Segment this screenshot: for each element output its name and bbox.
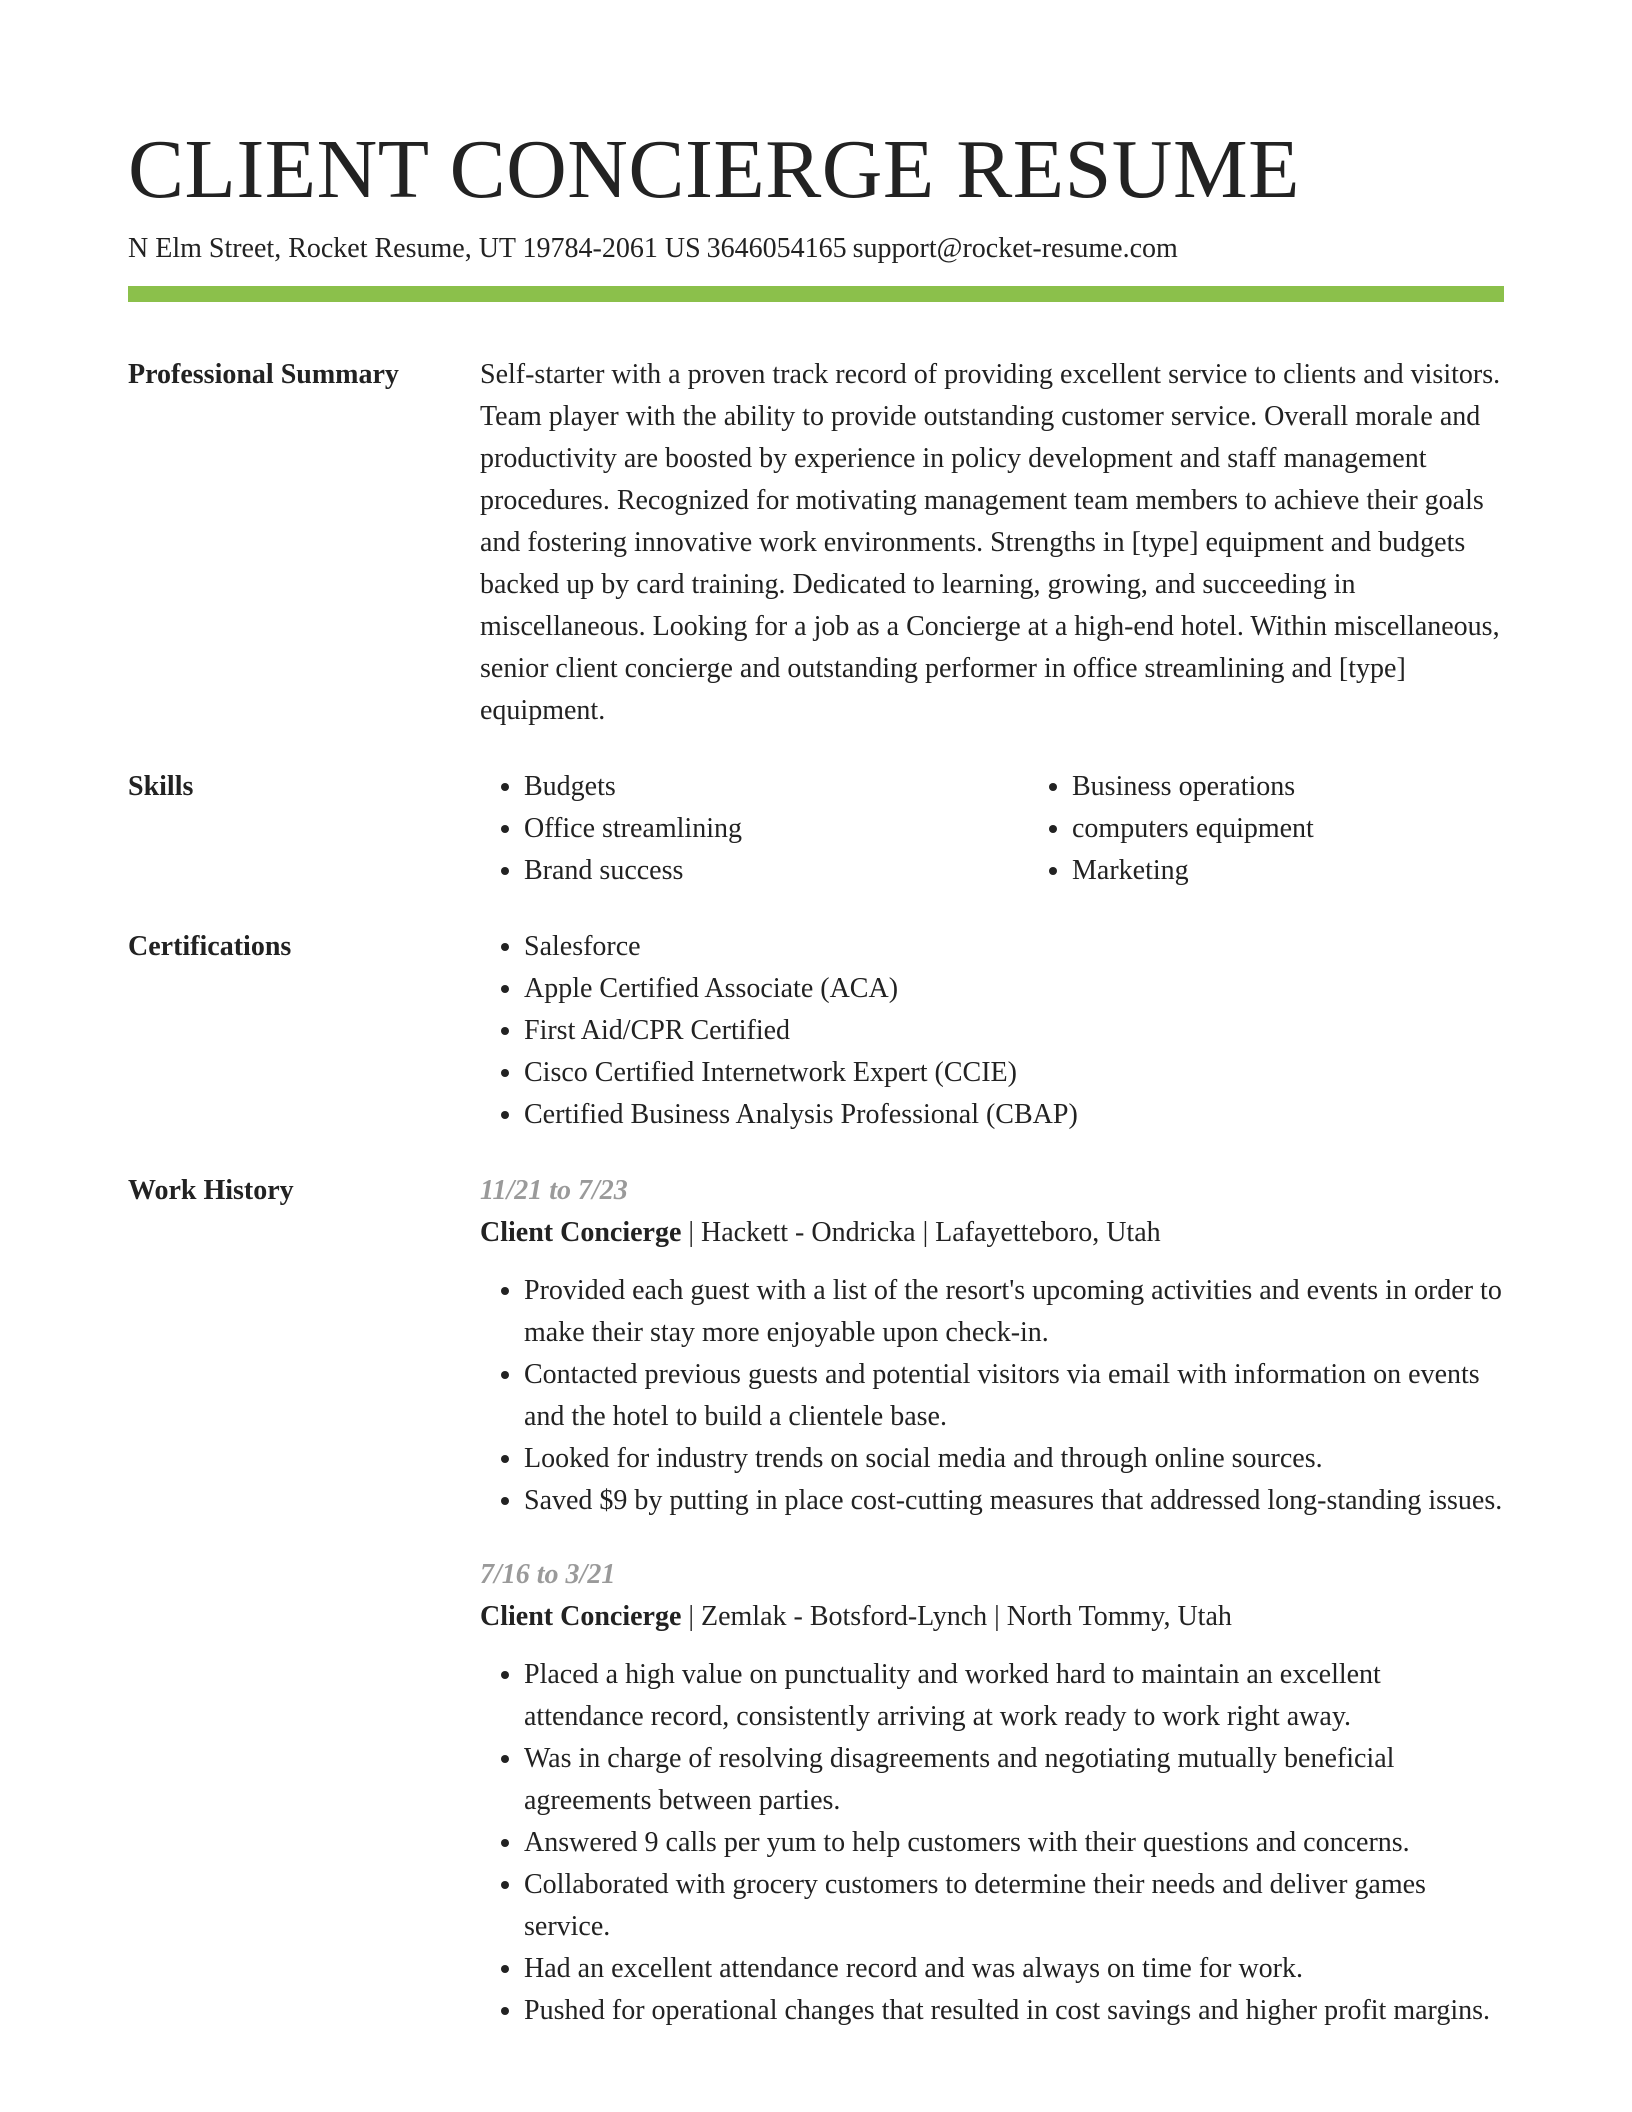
contact-email[interactable]: support@rocket-resume.com <box>852 233 1178 264</box>
summary-text: Self-starter with a proven track record of providing excellent service to clients and visitors. Team player with the ability to provide outstanding customer service. Overall morale and productivity are boosted by experience in policy development and staff management procedures. Recognized for motivating management team members to achieve their goals and fostering innovative work environments. Strengths in [type] equipment and budgets backed up by card training. Dedicated to learning, growing, and succeeding in miscellaneous. Looking for a job as a Concierge at a high-end hotel. Within miscellaneous, senior client concierge and outstanding performer in office streamlining and [type] equipment. <box>480 359 1501 726</box>
skill-item: • Marketing <box>1072 850 1576 892</box>
section-title: Skills <box>128 771 194 802</box>
job-dates: 7/16 to 3/21 <box>480 1559 616 1590</box>
job-bullet: • Answered 9 calls per yum to help customers with their questions and concerns. <box>524 1822 1504 1864</box>
skill-item: • Brand success <box>524 850 1028 892</box>
skill-item: • computers equipment <box>1072 808 1576 850</box>
job-entry <box>480 1170 1504 1522</box>
certification-item: • Certified Business Analysis Professional (CBAP) <box>524 1094 1504 1136</box>
job-heading <box>480 1212 1504 1254</box>
job-bullet: • Looked for industry trends on social media and through online sources. <box>524 1438 1504 1480</box>
certification-item: • Cisco Certified Internetwork Expert (CCIE) <box>524 1052 1504 1094</box>
job-bullet: • Saved $9 by putting in place cost-cutting measures that addressed long-standing issues. <box>524 1480 1504 1522</box>
contact-address: N Elm Street, Rocket Resume, UT 19784-2061 US <box>128 233 701 264</box>
skill-item: • Budgets <box>524 766 1028 808</box>
job-bullet: • Was in charge of resolving disagreements and negotiating mutually beneficial agreements between parties. <box>524 1738 1504 1822</box>
resume-title: CLIENT CONCIERGE RESUME <box>128 123 1300 216</box>
job-title: Client Concierge <box>480 1217 682 1248</box>
section-title: Professional Summary <box>128 359 399 390</box>
job-bullet: • Pushed for operational changes that resulted in cost savings and higher profit margins. <box>524 1990 1504 2032</box>
job-heading <box>480 1596 1504 1638</box>
job-details: | Hackett - Ondricka | Lafayetteboro, Utah <box>681 1217 1161 1248</box>
skill-item: • Office streamlining <box>524 808 1028 850</box>
section-title: Work History <box>128 1175 294 1206</box>
job-bullet: • Placed a high value on punctuality and worked hard to maintain an excellent attendance record, consistently arriving at work ready to work right away. <box>524 1654 1504 1738</box>
job-bullets <box>480 1270 1504 1522</box>
job-bullet: • Contacted previous guests and potential visitors via email with information on events and the hotel to build a clientele base. <box>524 1354 1504 1438</box>
certification-item: • Apple Certified Associate (ACA) <box>524 968 1504 1010</box>
job-bullet: • Collaborated with grocery customers to determine their needs and deliver games service. <box>524 1864 1504 1948</box>
certifications-list <box>480 926 1504 1136</box>
certifications-section <box>128 926 1504 1136</box>
skills-list <box>480 766 1028 892</box>
accent-divider <box>128 286 1504 302</box>
contact-line <box>128 232 1504 266</box>
job-bullets <box>480 1654 1504 2032</box>
job-details: | Zemlak - Botsford-Lynch | North Tommy, Utah <box>681 1601 1232 1632</box>
contact-phone: 3646054165 <box>706 233 847 264</box>
skills-list <box>1028 766 1576 892</box>
certification-item: • Salesforce <box>524 926 1504 968</box>
skills-section <box>128 766 1504 892</box>
summary-section <box>128 354 1504 732</box>
job-dates: 11/21 to 7/23 <box>480 1175 628 1206</box>
job-bullet: • Had an excellent attendance record and was always on time for work. <box>524 1948 1504 1990</box>
resume-page <box>128 120 1504 2032</box>
skill-item: • Business operations <box>1072 766 1576 808</box>
job-entry <box>480 1554 1504 2032</box>
work-history-section <box>128 1170 1504 2032</box>
job-title: Client Concierge <box>480 1601 682 1632</box>
job-bullet: • Provided each guest with a list of the resort's upcoming activities and events in order to make their stay more enjoyable upon check-in. <box>524 1270 1504 1354</box>
certification-item: • First Aid/CPR Certified <box>524 1010 1504 1052</box>
section-title: Certifications <box>128 931 292 962</box>
